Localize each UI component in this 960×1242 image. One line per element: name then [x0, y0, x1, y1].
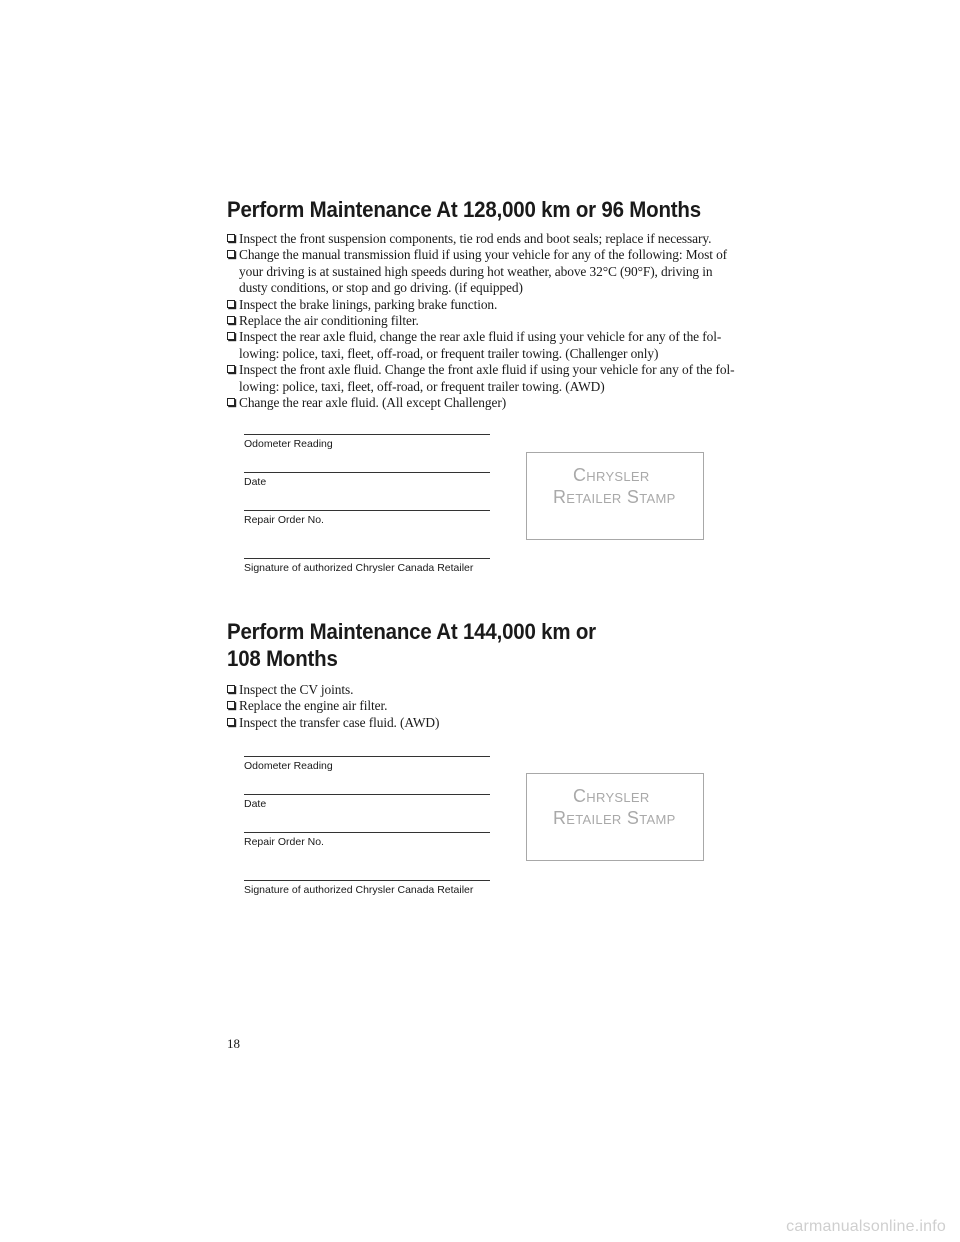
checklist-item: Inspect the transfer case fluid. (AWD) [227, 715, 737, 731]
checkbox-icon[interactable] [227, 332, 235, 340]
stamp-line-2: Retailer Stamp [553, 487, 676, 507]
signature-field[interactable] [244, 558, 490, 575]
checkbox-icon[interactable] [227, 685, 235, 693]
field-label: Odometer Reading [244, 760, 333, 772]
section-title: Perform Maintenance At 128,000 km or 96 Months [227, 197, 701, 222]
repair-order-field[interactable] [244, 832, 490, 849]
field-line [244, 880, 490, 881]
field-line [244, 510, 490, 511]
section-title-line-2: 108 Months [227, 646, 338, 671]
field-label: Date [244, 476, 267, 488]
checkbox-icon[interactable] [227, 316, 235, 324]
maintenance-checklist [227, 231, 737, 411]
field-line [244, 756, 490, 757]
field-line [244, 832, 490, 833]
checkbox-icon[interactable] [227, 701, 235, 709]
retailer-stamp-box [526, 452, 704, 540]
checklist-item: Replace the engine air filter. [227, 698, 737, 714]
repair-order-field[interactable] [244, 510, 490, 527]
stamp-line-2: Retailer Stamp [553, 808, 676, 828]
stamp-line-1: Chrysler [573, 786, 650, 806]
retailer-stamp-box [526, 773, 704, 861]
checkbox-icon[interactable] [227, 300, 235, 308]
field-label: Date [244, 798, 267, 810]
field-line [244, 558, 490, 559]
checklist-item: Change the manual transmission fluid if using your vehicle for any of the following: Most of your driving is at sustained high speeds during hot weather, above 32°C (90°F), driving in dusty conditions, or stop and go driving. (if equipped) [227, 247, 737, 296]
stamp-line-1: Chrysler [573, 465, 650, 485]
field-label: Repair Order No. [244, 514, 324, 526]
checkbox-icon[interactable] [227, 718, 235, 726]
maintenance-checklist [227, 682, 737, 731]
field-label: Signature of authorized Chrysler Canada Retailer [244, 562, 474, 574]
section-128000-km [227, 196, 737, 411]
checklist-item: Change the rear axle fluid. (All except Challenger) [227, 395, 737, 411]
checklist-item: Inspect the front axle fluid. Change the front axle fluid if using your vehicle for any of the fol-lowing: police, taxi, fleet, off-road, or frequent trailer towing. (AWD) [227, 362, 737, 395]
checkbox-icon[interactable] [227, 234, 235, 242]
field-label: Repair Order No. [244, 836, 324, 848]
checklist-item: Inspect the brake linings, parking brake function. [227, 297, 737, 313]
date-field[interactable] [244, 472, 490, 489]
section-144000-km [227, 618, 737, 731]
checklist-item: Inspect the front suspension components, tie rod ends and boot seals; replace if necessary. [227, 231, 737, 247]
field-line [244, 472, 490, 473]
checklist-item: Inspect the rear axle fluid, change the rear axle fluid if using your vehicle for any of the fol-lowing: police, taxi, fleet, off-road, or frequent trailer towing. (Challenger only) [227, 329, 737, 362]
field-label: Signature of authorized Chrysler Canada Retailer [244, 884, 474, 896]
section-title-line-1: Perform Maintenance At 144,000 km or [227, 619, 596, 644]
checklist-item: Inspect the CV joints. [227, 682, 737, 698]
checkbox-icon[interactable] [227, 250, 235, 258]
watermark: carmanualsonline.info [786, 1218, 946, 1235]
field-line [244, 434, 490, 435]
field-line [244, 794, 490, 795]
checkbox-icon[interactable] [227, 398, 235, 406]
checklist-item: Replace the air conditioning filter. [227, 313, 737, 329]
field-label: Odometer Reading [244, 438, 333, 450]
odometer-field[interactable] [244, 434, 490, 451]
date-field[interactable] [244, 794, 490, 811]
odometer-field[interactable] [244, 756, 490, 773]
signature-field[interactable] [244, 880, 490, 897]
page-number: 18 [227, 1036, 240, 1051]
checkbox-icon[interactable] [227, 365, 235, 373]
